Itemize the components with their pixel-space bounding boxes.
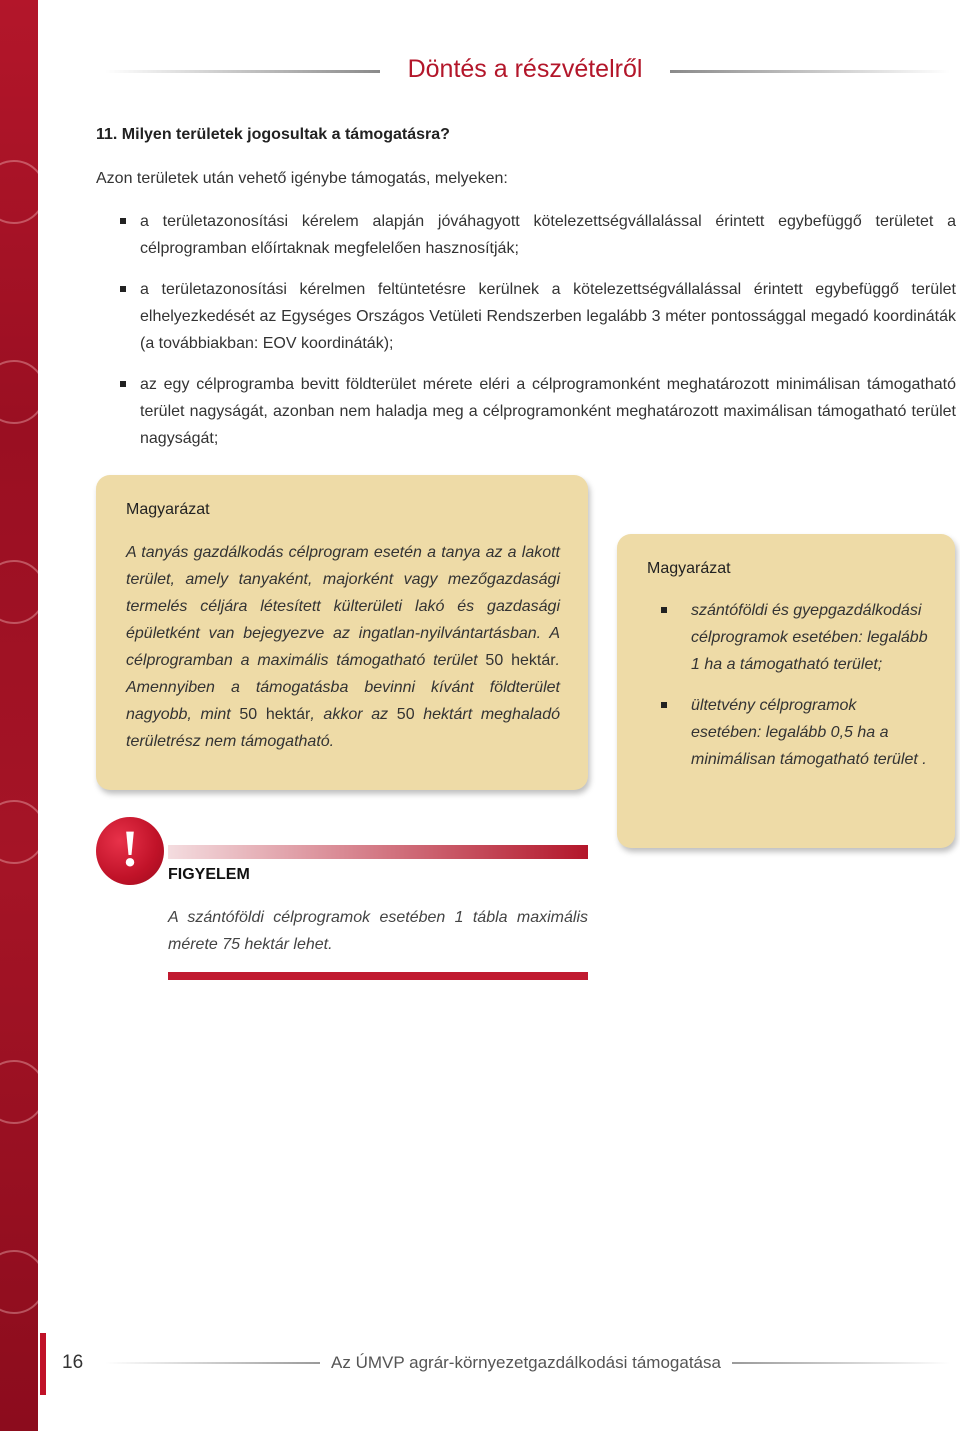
bullet-square-icon [661,607,667,613]
bullet-square-icon [661,702,667,708]
box-title: Magyarázat [647,560,731,577]
bullet-square-icon [120,286,126,292]
decorative-side-strip [0,0,38,1431]
question-heading: 11. Milyen területek jogosultak a támogatásra? [96,126,450,143]
ornament-swirl [0,560,38,624]
list-item: ültetvény célprogramok esetében: legalább 0,5 ha a minimálisan támogatható terület . [661,692,931,773]
ornament-swirl [0,160,38,224]
ornament-swirl [0,1250,38,1314]
box-title: Magyarázat [126,501,210,518]
ornament-swirl [0,360,38,424]
header-rule-left [105,70,380,73]
page-number: 16 [62,1352,84,1373]
ornament-swirl [0,1060,38,1124]
explanation-box-farm [96,475,588,790]
footer-text: Az ÚMVP agrár-környezetgazdálkodási támogatása [331,1353,721,1372]
page-title: Döntés a részvételről [407,55,643,83]
bullet-square-icon [120,381,126,387]
warning-rule-top [168,845,588,859]
ornament-swirl [0,800,38,864]
eligibility-list [120,208,956,466]
list-item: az egy célprogramba bevitt földterület mérete eléri a célprogramonként meghatározott minimálisan támogatható terület nagyságát, azonban nem haladja meg a célprogramonként meghatározott maximálisan támogatható terület nagyságát; [120,371,956,452]
exclamation-icon: ! [96,817,164,885]
explanation-box-minimum-area [617,534,955,848]
list-item: a területazonosítási kérelem alapján jóváhagyott kötelezettségvállalással érintett egybefüggő területet a célprogramban előírtaknak megfelelően hasznosítják; [120,208,956,262]
footer-rule-right [732,1362,950,1364]
minimum-area-list [661,597,931,787]
header-rule-right [670,70,950,73]
footer-accent-bar [40,1333,46,1395]
box-text: A tanyás gazdálkodás célprogram esetén a tanya az a lakott terület, amely tanyaként, majorként vagy mezőgazdasági termelés céljára létesített külterületi lakó és gazdasági épületként van bejegyezve az ingatlan-nyilvántartásban. A célprogramban a maximális támogatható terület 50 hektár. Amennyiben a támogatásba bevinni kívánt földterület nagyobb, mint 50 hektár, akkor az 50 hektárt meghaladó területrész nem támogatható. [126,544,561,750]
warning-title: FIGYELEM [168,866,250,883]
footer-rule-left [105,1362,320,1364]
warning-text: A szántóföldi célprogramok esetében 1 tábla maximális mérete 75 hektár lehet. [168,909,588,953]
intro-text: Azon területek után vehető igénybe támogatás, melyeken: [96,170,508,187]
list-item: szántóföldi és gyepgazdálkodási célprogramok esetében: legalább 1 ha a támogatható terület; [661,597,931,678]
list-item: a területazonosítási kérelmen feltüntetésre kerülnek a kötelezettségvállalással érintett egybefüggő terület elhelyezkedését az Egységes Országos Vetületi Rendszerben legalább 3 méter pontossággal megadó koordináták (a továbbiakban: EOV koordináták); [120,276,956,357]
bullet-square-icon [120,218,126,224]
warning-rule-bottom [168,972,588,980]
